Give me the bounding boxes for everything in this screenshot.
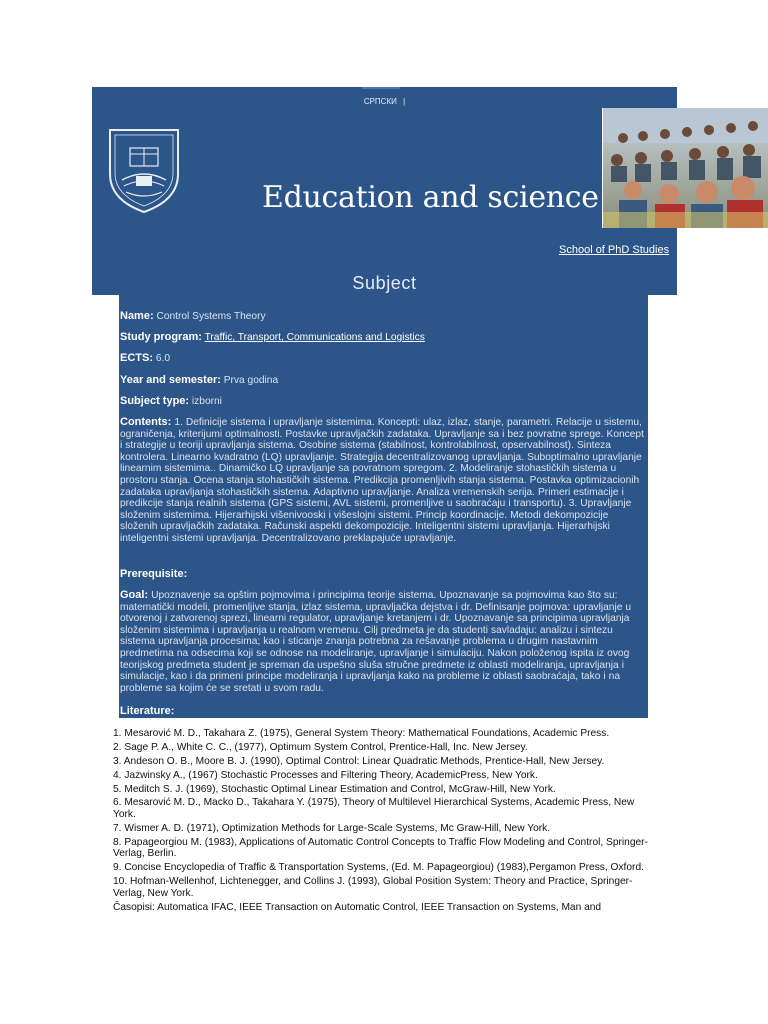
students-photo	[603, 108, 768, 228]
prerequisite-row: Prerequisite:	[120, 568, 188, 580]
literature-heading-row: Literature:	[120, 705, 175, 717]
literature-item: 3. Andeson O. B., Moore B. J. (1990), Optimal Control: Linear Quadratic Methods, Prentice-Hall, New Jersey.	[113, 755, 605, 767]
literature-item: 5. Meditch S. J. (1969), Stochastic Optimal Linear Estimation and Control, McGraw-Hill, New York.	[113, 783, 556, 795]
language-separator: |	[403, 97, 406, 106]
goal-label: Goal	[120, 589, 145, 601]
ects-value: 6.0	[155, 353, 171, 364]
ects-label: ECTS	[120, 352, 150, 364]
school-of-phd-studies-link[interactable]: School of PhD Studies	[559, 244, 670, 256]
literature-label: Literature	[120, 705, 171, 717]
type-value: izborni	[191, 396, 222, 407]
university-crest-icon[interactable]	[106, 126, 182, 214]
literature-item: 1. Mesarović M. D., Takahara Z. (1975), General System Theory: Mathematical Foundations, Academic Press.	[113, 728, 610, 739]
banner-title: Education and science	[262, 180, 599, 215]
prerequisite-label: Prerequisite	[120, 568, 184, 580]
subject-name-row: Name: Control Systems Theory	[120, 310, 266, 322]
study-program-row: Study program: Traffic, Transport, Communications and Logistics	[120, 331, 425, 343]
literature-item: 7. Wismer A. D. (1971), Optimization Methods for Large-Scale Systems, Mc Graw-Hill, New York.	[113, 822, 551, 834]
literature-item: 6. Mesarović M. D., Macko D., Takahara Y. (1975), Theory of Multilevel Hierarchical Systems, Academic Press, New York.	[113, 797, 635, 821]
program-label: Study program	[120, 331, 199, 343]
subject-type-row: Subject type: izborni	[120, 395, 222, 407]
study-program-link[interactable]: Traffic, Transport, Communications and Logistics	[204, 332, 425, 343]
ects-row: ECTS: 6.0	[120, 352, 171, 364]
type-label: Subject type	[120, 395, 186, 407]
literature-item: 10. Hofman-Wellenhof, Lichtenegger, and Collins J. (1993), Global Position System: Theory and Practice, Springer-Verlag, New York.	[113, 876, 633, 899]
literature-item: Časopisi: Automatica IFAC, IEEE Transaction on Automatic Control, IEEE Transaction on Systems, Man and	[113, 901, 602, 913]
year-value: Prva godina	[223, 375, 279, 386]
literature-item: 2. Sage P. A., White C. C., (1977), Optimum System Control, Prentice-Hall, Inc. New Jersey.	[113, 741, 528, 753]
literature-item: 9. Concise Encyclopedia of Traffic & Transportation Systems, (Ed. M. Papageorgiou) (1983),Pergamon Press, Oxford.	[113, 862, 644, 874]
name-label: Name	[120, 310, 150, 322]
contents-text: 1. Definicije sistema i upravljanje sistemima. Koncepti: ulaz, izlaz, stanje, parametri. Relacije u sistemu, ograničenja, kriterijumi optimalnosti. Postavke upravljačkih zadataka. Upravljanje sa i bez povratne sprege. Koncept i strategije u teoriji upravljanja sistema. Osobine sistema (stabilnost, kontrolabilnost, opservabilnost). Sinteza kontrolera. Linearno kvadratno (LQ) upravljanje. Strategija decentralizovanog upravljanja. Suboptimalno upravljanje linearnim sistemima.. Dinamičko LQ upravljanje sa povratnom spregom. 2. Modeliranje stohastičkih sistema u prostoru stanja. Ocena stanja stohastičkih sistema. Predikcija promenljivih stanja sistema. Postavka optimizacionih zadataka upravljanja stohastičkih sistema. Adaptivno upravljanje. Analiza vremenskih serija. Primeri estimacije i predikcije stanja realnih sistema (GPS sistemi, AVL sistemi, promenljive u saobraćaju i transportu). 3. Upravljanje složenim sistemima. Hijerarhijski višenivooski i višeslojni sistemi. Princip koordinacije. Metodi dekompozicije složenih upravljačkih zadataka. Računski aspekti dekompozicije. Inteligentni sistemi upravljanja. Hijerarhijski inteligentni sistemi upravljanja. Decentralizovano preklapajuće upravljanje.	[120, 417, 644, 544]
goal-text: Upoznavenje sa opštim pojmovima i principima teorije sistema. Upoznavanje sa pojmovima kao što su: matematički modeli, promenljive stanja, izlaz sistema, upravljačka dejstva i dr. Definisanje pojmova: upravljanje u otvorenoj i zatvorenoj sprezi, linearni regulator, upravljanje kretanjem i dr. Upoznavanje sa principima upravljanja složenim sistemima i upravljanja u realnom vremenu. Cilj predmeta je da studenti savladaju: analizu i sintezu sistema upravljanja procesima; kao i sticanje znanja potrebna za rešavanje problema u drugim nastavnim predmetima na odsecima koji se odnose na modeliranje, upravljanje i simulaciju. Nakon položenog ispita iz ovog teorijskog predmeta student je spreman da uspešno sluša stručne predmete iz oblasti modeliranja, upravljanja i simulacije, kao i da primeni principe modeliranja i upravljanja kako na probleme iz oblasti saobraćaja, tako i na probleme sa kojim će se sretati u svom radu.	[120, 590, 632, 694]
year-label: Year and semester	[120, 374, 218, 386]
contents-label: Contents	[120, 416, 168, 428]
active-tab-indicator	[362, 87, 400, 89]
contents-row: Contents: 1. Definicije sistema i upravljanje sistemima. Koncepti: ulaz, izlaz, stanje, parametri. Relacije u sistemu, ograničenja, kriterijumi optimalnosti. Postavke upravljačkih zadataka. Upravljanje sa i bez povratne sprege. Koncept i strategije u teoriji upravljanja sistema. Osobine sistema (stabilnost, kontrolabilnost, opservabilnost). Sinteza kontrolera. Linearno kvadratno (LQ) upravljanje. Strategija decentralizovanog upravljanja. Suboptimalno upravljanje linearnim sistemima.. Dinamičko LQ upravljanje sa povratnom spregom. 2. Modeliranje stohastičkih sistema u prostoru stanja. Ocena stanja stohastičkih sistema. Predikcija promenljivih stanja sistema. Postavka optimizacionih zadataka upravljanja stohastičkih sistema. Adaptivno upravljanje. Analiza vremenskih serija. Primeri estimacije i predikcije stanja realnih sistema (GPS sistemi, AVL sistemi, promenljive u saobraćaju i transportu). 3. Upravljanje složenim sistemima. Hijerarhijski višenivooski i višeslojni sistemi. Princip koordinacije. Metodi dekompozicije složenih upravljačkih zadataka. Računski aspekti dekompozicije. Inteligentni sistemi upravljanja. Hijerarhijski inteligentni sistemi upravljanja. Decentralizovano preklapajuće upravljanje.	[120, 416, 644, 544]
literature-item: 8. Papageorgiou M. (1983), Applications of Automatic Control Concepts to Traffic Flow Modeling and Control, Springer-Verlag, Berlin.	[113, 836, 648, 860]
literature-list	[113, 728, 658, 916]
year-semester-row: Year and semester: Prva godina	[120, 374, 279, 386]
goal-row: Goal: Upoznavenje sa opštim pojmovima i principima teorije sistema. Upoznavanje sa pojmovima kao što su: matematički modeli, promenljive stanja, izlaz sistema, upravljačka dejstva i dr. Definisanje pojmova: upravljanje u otvorenoj i zatvorenoj sprezi, linearni regulator, upravljanje kretanjem i dr. Upoznavanje sa principima upravljanja složenim sistemima i upravljanja u realnom vremenu. Cilj predmeta je da studenti savladaju: analizu i sintezu sistema upravljanja procesima; kao i sticanje znanja potrebna za rešavanje problema u drugim nastavnim predmetima na odsecima koji se odnose na modeliranje, upravljanje i simulaciju. Nakon položenog ispita iz ovog teorijskog predmeta student je spreman da uspešno sluša stručne predmete iz oblasti modeliranja, upravljanja i simulacije, kao i da primeni principe modeliranja i upravljanja kako na probleme iz oblasti saobraćaja, tako i na probleme sa kojim će se sretati u svom radu.	[120, 589, 632, 694]
subject-name: Control Systems Theory	[156, 311, 266, 322]
section-heading: Subject	[352, 273, 417, 293]
language-link-serbian[interactable]: СРПСКИ	[363, 97, 397, 106]
literature-item: 4. Jazwinsky A., (1967) Stochastic Processes and Filtering Theory, AcademicPress, New York.	[113, 769, 538, 781]
language-bar	[92, 87, 677, 108]
